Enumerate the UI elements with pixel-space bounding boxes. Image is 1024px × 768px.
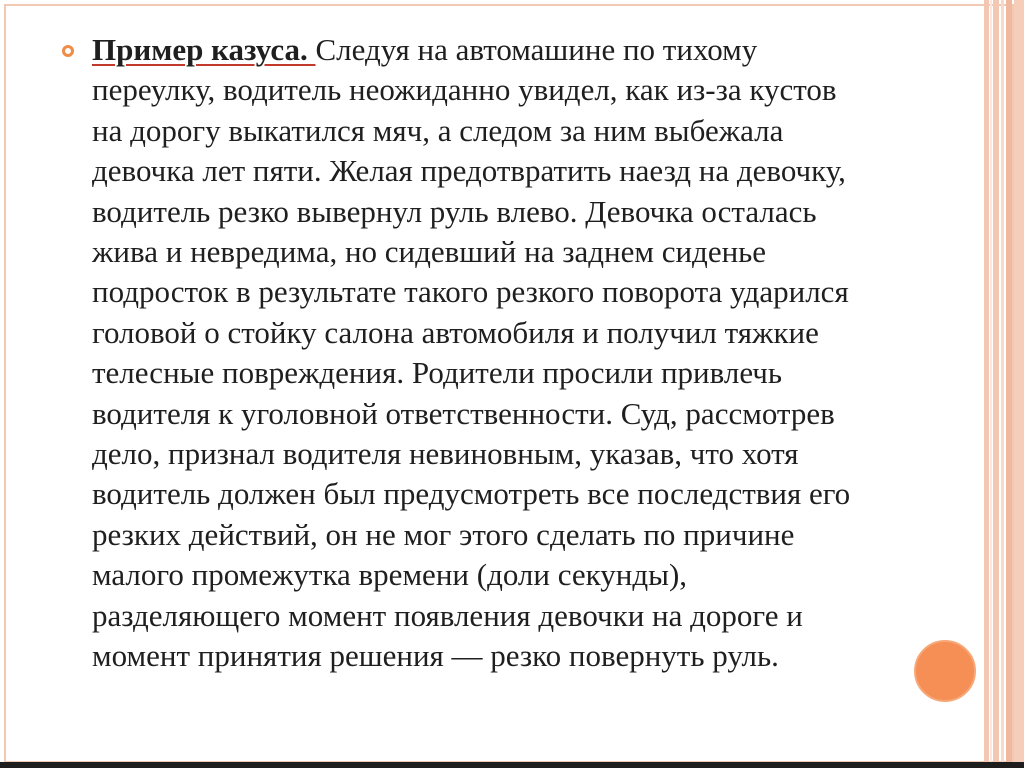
text-line: резких действий, он не мог этого сделать по причине bbox=[92, 516, 795, 552]
text-line: Следуя на автомашине по тихому bbox=[315, 32, 758, 67]
decor-stripe bbox=[1001, 0, 1004, 762]
lead-title: Пример казуса. bbox=[92, 32, 316, 67]
text-line: жива и невредима, но сидевший на заднем сиденье bbox=[92, 234, 767, 270]
decor-stripe bbox=[1006, 0, 1012, 762]
paragraph bbox=[92, 30, 932, 677]
decor-stripe bbox=[990, 0, 992, 762]
ring-bullet-icon bbox=[62, 45, 74, 57]
text-line: разделяющего момент появления девочки на дороге и bbox=[92, 597, 803, 633]
decor-stripe bbox=[1014, 0, 1024, 762]
text-line: головой о стойку салона автомобиля и получил тяжкие bbox=[92, 314, 819, 350]
text-line: на дорогу выкатился мяч, а следом за ним выбежала bbox=[92, 112, 784, 148]
text-line: водитель резко вывернул руль влево. Девочка осталась bbox=[92, 193, 817, 229]
text-line: водитель должен был предусмотреть все последствия его bbox=[92, 476, 851, 512]
text-line: малого промежутка времени (доли секунды), bbox=[92, 557, 688, 593]
text-line: телесные повреждения. Родители просили привлечь bbox=[92, 355, 783, 391]
text-line: водителя к уголовной ответственности. Суд, рассмотрев bbox=[92, 395, 835, 431]
orange-circle-icon bbox=[914, 640, 976, 702]
slide-content bbox=[62, 30, 942, 677]
text-line: переулку, водитель неожиданно увидел, как из-за кустов bbox=[92, 72, 837, 108]
decor-stripe bbox=[993, 0, 999, 762]
text-line: подросток в результате такого резкого поворота ударился bbox=[92, 274, 849, 310]
bottom-border bbox=[0, 762, 1024, 768]
text-line: дело, признал водителя невиновным, указав, что хотя bbox=[92, 436, 799, 472]
text-line: девочка лет пяти. Желая предотвратить наезд на девочку, bbox=[92, 153, 846, 189]
text-line: момент принятия решения — резко повернуть руль. bbox=[92, 638, 779, 674]
decor-stripe bbox=[984, 0, 989, 762]
